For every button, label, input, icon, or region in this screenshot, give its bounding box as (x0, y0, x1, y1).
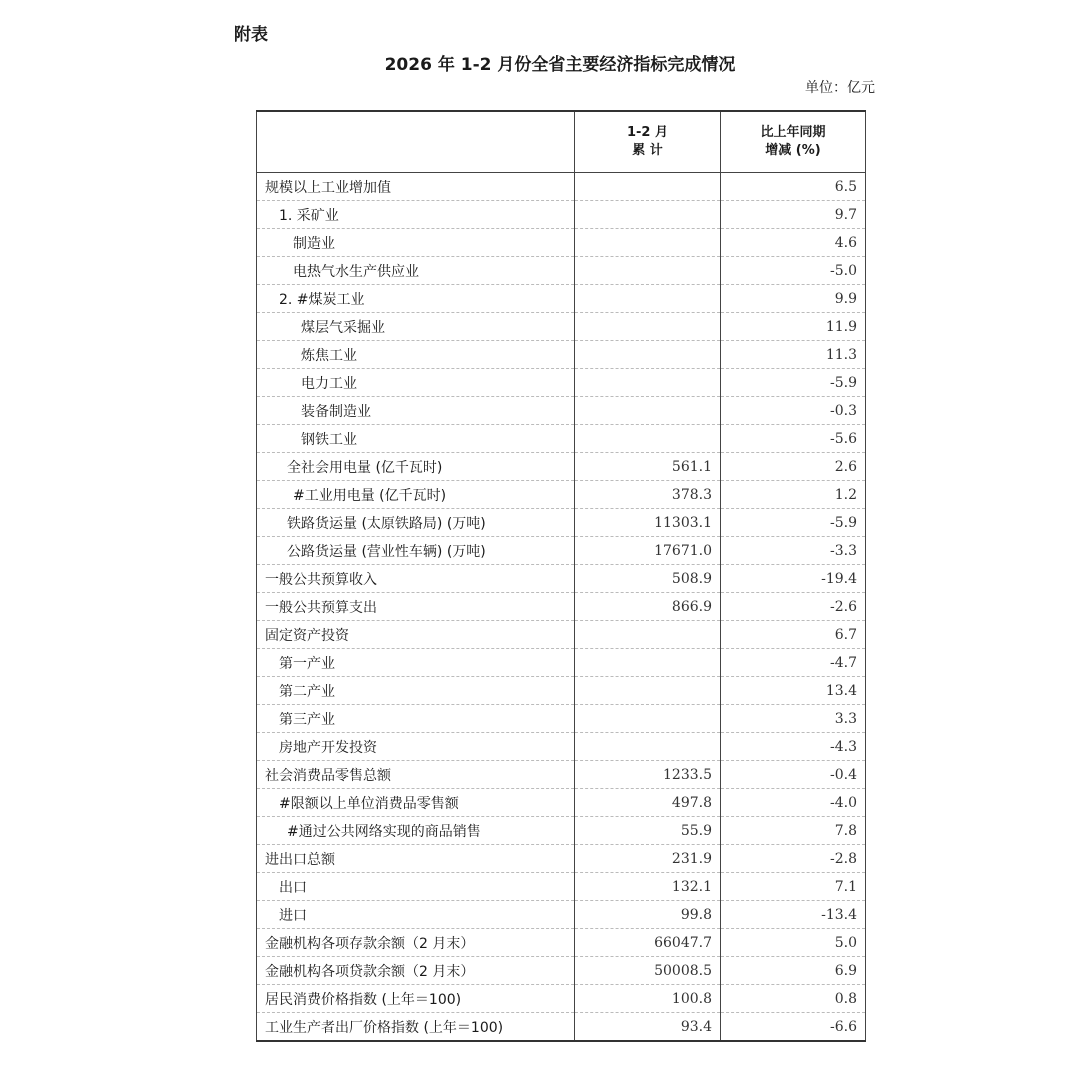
indicator-name: 公路货运量 (营业性车辆) (万吨) (257, 537, 575, 565)
cumulative-value: 378.3 (575, 481, 721, 509)
change-percent: 9.7 (721, 201, 866, 229)
indicator-name: 装备制造业 (257, 397, 575, 425)
header-cumulative (575, 111, 721, 173)
table-row (257, 929, 866, 957)
table-row (257, 425, 866, 453)
cumulative-value: 1233.5 (575, 761, 721, 789)
change-percent: 2.6 (721, 453, 866, 481)
table-header-row (257, 111, 866, 173)
change-percent: -2.6 (721, 593, 866, 621)
cumulative-value (575, 257, 721, 285)
table-row (257, 761, 866, 789)
change-percent: 7.1 (721, 873, 866, 901)
table-row (257, 257, 866, 285)
cumulative-value: 11303.1 (575, 509, 721, 537)
change-percent: 0.8 (721, 985, 866, 1013)
change-percent: -13.4 (721, 901, 866, 929)
cumulative-value (575, 229, 721, 257)
cumulative-value: 561.1 (575, 453, 721, 481)
table-row (257, 565, 866, 593)
indicator-name: 出口 (257, 873, 575, 901)
cumulative-value (575, 425, 721, 453)
cumulative-value (575, 285, 721, 313)
cumulative-value: 17671.0 (575, 537, 721, 565)
cumulative-value (575, 621, 721, 649)
table-row (257, 341, 866, 369)
table-row (257, 229, 866, 257)
table-row (257, 845, 866, 873)
indicator-name: 固定资产投资 (257, 621, 575, 649)
indicator-name: #通过公共网络实现的商品销售 (257, 817, 575, 845)
cumulative-value: 100.8 (575, 985, 721, 1013)
table-row (257, 509, 866, 537)
table-body (257, 173, 866, 1042)
indicator-name: 铁路货运量 (太原铁路局) (万吨) (257, 509, 575, 537)
table-row (257, 817, 866, 845)
indicator-name: 1. 采矿业 (257, 201, 575, 229)
indicator-name: 一般公共预算收入 (257, 565, 575, 593)
change-percent: 5.0 (721, 929, 866, 957)
table-row (257, 649, 866, 677)
indicator-name: 制造业 (257, 229, 575, 257)
table-row (257, 481, 866, 509)
indicator-name: 第一产业 (257, 649, 575, 677)
change-percent: 9.9 (721, 285, 866, 313)
cumulative-value (575, 397, 721, 425)
table-row (257, 621, 866, 649)
indicator-name: 金融机构各项贷款余额（2 月末） (257, 957, 575, 985)
cumulative-value: 66047.7 (575, 929, 721, 957)
cumulative-value: 132.1 (575, 873, 721, 901)
cumulative-value (575, 201, 721, 229)
cumulative-value: 866.9 (575, 593, 721, 621)
change-percent: 6.5 (721, 173, 866, 201)
change-percent: -5.9 (721, 509, 866, 537)
change-percent: -4.3 (721, 733, 866, 761)
indicator-name: 规模以上工业增加值 (257, 173, 575, 201)
table-row (257, 537, 866, 565)
indicator-name: 金融机构各项存款余额（2 月末） (257, 929, 575, 957)
cumulative-value (575, 173, 721, 201)
cumulative-value: 231.9 (575, 845, 721, 873)
indicator-name: 一般公共预算支出 (257, 593, 575, 621)
cumulative-value: 55.9 (575, 817, 721, 845)
cumulative-value: 99.8 (575, 901, 721, 929)
change-percent: 1.2 (721, 481, 866, 509)
change-percent: 6.7 (721, 621, 866, 649)
change-percent: -4.0 (721, 789, 866, 817)
table-row (257, 173, 866, 201)
header-change-line1: 比上年同期 (760, 125, 826, 140)
header-cumulative-line1: 1-2 月 (626, 125, 668, 140)
cumulative-value: 508.9 (575, 565, 721, 593)
indicator-name: 钢铁工业 (257, 425, 575, 453)
indicator-name: 房地产开发投资 (257, 733, 575, 761)
table-row (257, 677, 866, 705)
table-row (257, 397, 866, 425)
indicator-name: 2. #煤炭工业 (257, 285, 575, 313)
table-row (257, 957, 866, 985)
table-row (257, 985, 866, 1013)
unit-label: 单位：亿元 (805, 80, 875, 96)
change-percent: 3.3 (721, 705, 866, 733)
document-title: 2026 年 1-2 月份全省主要经济指标完成情况 (384, 55, 736, 75)
table-row (257, 873, 866, 901)
change-percent: -0.3 (721, 397, 866, 425)
table-row (257, 313, 866, 341)
indicator-name: 进出口总额 (257, 845, 575, 873)
change-percent: 11.9 (721, 313, 866, 341)
change-percent: -4.7 (721, 649, 866, 677)
change-percent: -5.6 (721, 425, 866, 453)
indicator-name: 煤层气采掘业 (257, 313, 575, 341)
table-row (257, 705, 866, 733)
cumulative-value (575, 677, 721, 705)
change-percent: 13.4 (721, 677, 866, 705)
header-indicator (257, 111, 575, 173)
header-change (721, 111, 866, 173)
table-row (257, 369, 866, 397)
change-percent: -6.6 (721, 1013, 866, 1042)
change-percent: -5.0 (721, 257, 866, 285)
indicator-name: 进口 (257, 901, 575, 929)
indicators-table (256, 110, 866, 1042)
indicator-name: #限额以上单位消费品零售额 (257, 789, 575, 817)
cumulative-value (575, 733, 721, 761)
change-percent: 7.8 (721, 817, 866, 845)
table-row (257, 593, 866, 621)
indicator-name: 第二产业 (257, 677, 575, 705)
change-percent: -0.4 (721, 761, 866, 789)
change-percent: 6.9 (721, 957, 866, 985)
indicator-name: 第三产业 (257, 705, 575, 733)
annex-label: 附表 (234, 25, 268, 45)
cumulative-value (575, 705, 721, 733)
indicator-name: 炼焦工业 (257, 341, 575, 369)
header-cumulative-line2: 累 计 (632, 143, 663, 158)
change-percent: -2.8 (721, 845, 866, 873)
indicator-name: 电热气水生产供应业 (257, 257, 575, 285)
table-row (257, 201, 866, 229)
indicator-name: 全社会用电量 (亿千瓦时) (257, 453, 575, 481)
table-row (257, 285, 866, 313)
indicator-name: 社会消费品零售总额 (257, 761, 575, 789)
indicator-name: 居民消费价格指数 (上年＝100) (257, 985, 575, 1013)
table-row (257, 901, 866, 929)
change-percent: 4.6 (721, 229, 866, 257)
change-percent: 11.3 (721, 341, 866, 369)
change-percent: -3.3 (721, 537, 866, 565)
header-change-line2: 增减 (%) (765, 143, 821, 158)
cumulative-value (575, 313, 721, 341)
indicator-name: 工业生产者出厂价格指数 (上年＝100) (257, 1013, 575, 1042)
change-percent: -19.4 (721, 565, 866, 593)
table-row (257, 1013, 866, 1042)
indicator-name: #工业用电量 (亿千瓦时) (257, 481, 575, 509)
cumulative-value: 497.8 (575, 789, 721, 817)
table-row (257, 453, 866, 481)
cumulative-value: 93.4 (575, 1013, 721, 1042)
change-percent: -5.9 (721, 369, 866, 397)
table-row (257, 789, 866, 817)
table-row (257, 733, 866, 761)
indicator-name: 电力工业 (257, 369, 575, 397)
cumulative-value (575, 369, 721, 397)
cumulative-value: 50008.5 (575, 957, 721, 985)
cumulative-value (575, 649, 721, 677)
cumulative-value (575, 341, 721, 369)
